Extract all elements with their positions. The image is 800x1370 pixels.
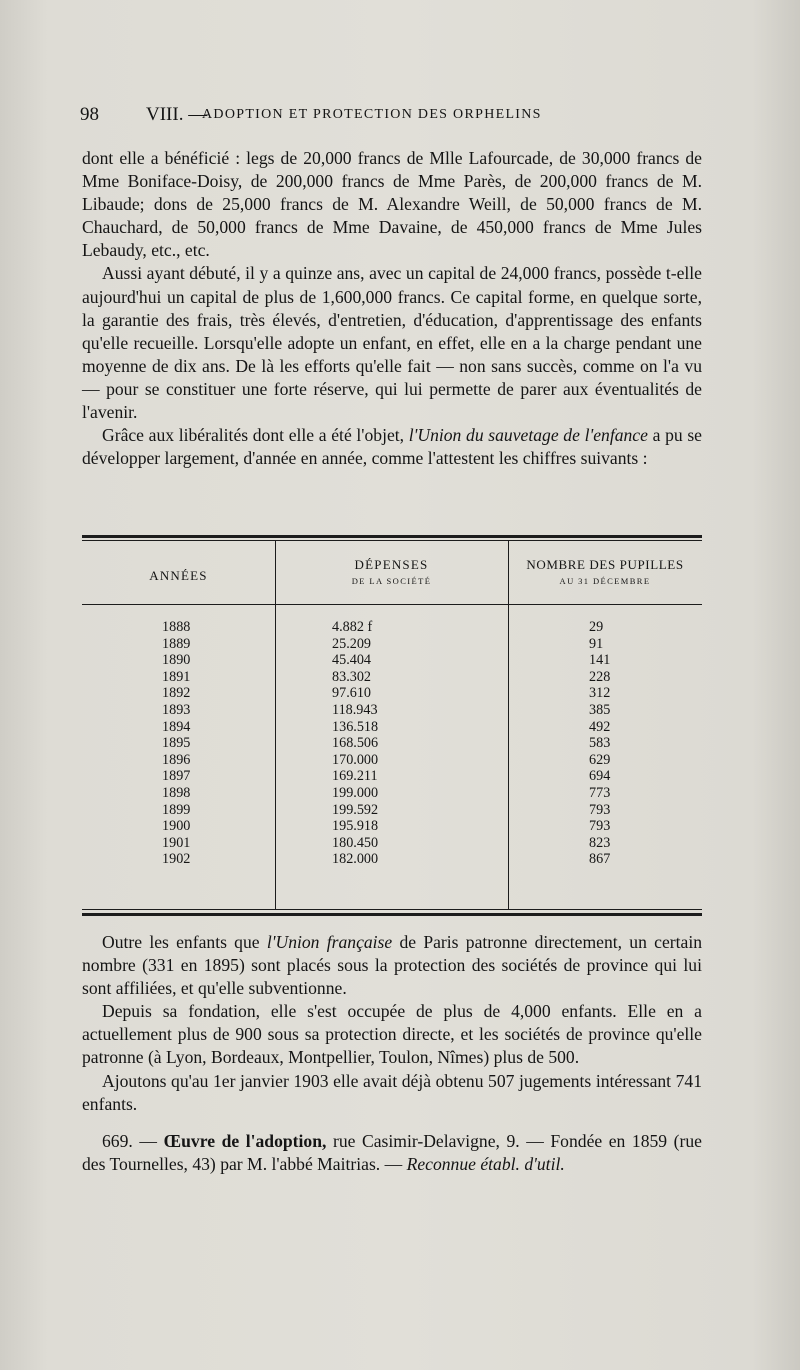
intro-text-before: Grâce aux libéralités dont elle a été l'objet, — [102, 425, 409, 446]
pupils-cell: 312 — [589, 685, 611, 702]
pupils-cell: 91 — [589, 635, 604, 652]
expense-cell: 45.404 — [332, 652, 372, 669]
pupils-cell: 492 — [589, 718, 611, 735]
running-header — [80, 104, 704, 130]
year-cell: 1888 — [162, 619, 191, 635]
pupils-cell: 793 — [589, 818, 611, 835]
year-cell: 1889 — [162, 635, 191, 652]
pupils-column — [589, 619, 610, 868]
entry-text: rue Casimir-Delavigne, 9. — Fondée en 1859 (rue des Tournelles, 43) par M. l'abbé Maitrias. — — [82, 1130, 702, 1174]
paragraph-judgments: Ajoutons qu'au 1er janvier 1903 elle avait déjà obtenu 507 jugements intéressant 741 enfants. — [82, 1070, 702, 1114]
year-cell: 1901 — [162, 834, 191, 851]
expense-cell: 4.882 f — [332, 619, 373, 635]
pupils-cell: 629 — [589, 751, 611, 768]
pupils-cell: 867 — [589, 851, 611, 868]
year-cell: 1900 — [162, 818, 191, 835]
table-bottom-rule — [82, 913, 702, 916]
pupils-cell: 385 — [589, 701, 611, 718]
running-title: ADOPTION ET PROTECTION DES ORPHELINS — [202, 107, 542, 122]
paragraph-bequests: dont elle a bénéficié : legs de 20,000 francs de Mlle Lafourcade, de 30,000 francs de Mme Boniface-Doisy, de 200,000 francs de Mme Parès, de 200,000 francs de M. Libaude; dons de 25,000 francs de M. Alexandre Weill, de 50,000 francs de M. Chauchard, de 50,000 francs de Mme Davaine, de 450,000 francs de Mme Jules Lebaudy, etc., etc. — [82, 148, 702, 261]
body-text-upper — [82, 147, 702, 470]
header-pupils-sub: AU 31 DÉCEMBRE — [559, 576, 651, 586]
page-number: 98 — [80, 104, 99, 125]
year-cell: 1895 — [162, 735, 191, 752]
statistics-table — [82, 535, 702, 920]
expenses-column — [332, 619, 378, 868]
header-years: ANNÉES — [149, 568, 208, 583]
table-header-rule — [82, 604, 702, 605]
pupils-cell: 141 — [589, 652, 611, 669]
paragraph-capital: Aussi ayant débuté, il y a quinze ans, avec un capital de 24,000 francs, possède t-elle aujourd'hui un capital de plus de 1,600,000 francs. Ce capital forme, en quelque sorte, la garantie des frais, très élevés, d'entretien, d'éducation, d'apprentissage des enfants qu'elle recueille. Lorsqu'elle adopte un enfant, en effet, elle en a la charge pendant une moyenne de dix ans. De là les efforts qu'elle fait — non sans succès, comme on l'a vu — pour se constituer une forte réserve, qui lui permette de parer aux éventualités de l'avenir. — [82, 263, 702, 423]
union-francaise-name: l'Union française — [266, 932, 393, 952]
header-expenses: DÉPENSES DE LA SOCIÉTÉ — [275, 557, 508, 586]
expense-cell: 118.943 — [332, 701, 378, 718]
expense-cell: 169.211 — [332, 768, 378, 785]
year-cell: 1890 — [162, 652, 191, 669]
expense-cell: 182.000 — [332, 851, 379, 868]
pupils-cell: 773 — [589, 784, 611, 801]
pupils-cell: 29 — [589, 619, 604, 635]
expense-cell: 25.209 — [332, 635, 372, 652]
years-column — [162, 619, 190, 868]
paragraph-intro — [82, 424, 702, 470]
expense-cell: 83.302 — [332, 668, 372, 685]
table-column-divider — [275, 541, 276, 909]
year-cell: 1892 — [162, 685, 191, 702]
table-top-rule-thin — [82, 540, 702, 541]
table-column-divider — [508, 541, 509, 909]
year-cell: 1894 — [162, 718, 191, 735]
paragraph-since-founding: Depuis sa fondation, elle s'est occupée de plus de 4,000 enfants. Elle en a actuellement plus de 900 sous sa protection directe, et les sociétés de province qu'elle patronne (à Lyon, Bordeaux, Montpellier, Toulon, Nîmes) plus de 500. — [82, 1001, 702, 1068]
pupils-cell: 694 — [589, 768, 611, 785]
expense-cell: 168.506 — [332, 735, 379, 752]
expense-cell: 199.592 — [332, 801, 379, 818]
paragraph-union-francaise: Outre les enfants que l'Union française de Paris patronne directement, un certain nombre (331 en 1895) sont placés sous la protection des sociétés de province qui lui sont affiliées, et qu'elle subventionne. — [82, 932, 702, 999]
expense-cell: 136.518 — [332, 718, 379, 735]
expense-cell: 180.450 — [332, 834, 379, 851]
chapter-number: VIII. — — [146, 104, 208, 125]
year-cell: 1897 — [162, 768, 191, 785]
year-cell: 1896 — [162, 751, 191, 768]
table-top-rule — [82, 535, 702, 538]
body-text-lower — [82, 931, 702, 1176]
entry-recognition: Reconnue établ. d'util. — [406, 1153, 565, 1174]
expense-cell: 195.918 — [332, 818, 379, 835]
expense-cell: 170.000 — [332, 751, 379, 768]
header-expenses-sub: DE LA SOCIÉTÉ — [351, 576, 432, 586]
year-cell: 1899 — [162, 801, 191, 818]
entry-title: Œuvre de l'adoption, — [163, 1130, 327, 1151]
pupils-cell: 823 — [589, 834, 611, 851]
year-cell: 1891 — [162, 668, 191, 685]
expense-cell: 199.000 — [332, 784, 379, 801]
table-bottom-rule-thin — [82, 909, 702, 910]
year-cell: 1902 — [162, 851, 191, 868]
entry-number: 669. — — [102, 1130, 157, 1151]
pupils-cell: 583 — [589, 735, 611, 752]
entry-669 — [82, 1130, 702, 1176]
header-pupils: NOMBRE DES PUPILLES AU 31 DÉCEMBRE — [508, 557, 702, 586]
pupils-cell: 228 — [589, 668, 611, 685]
year-cell: 1893 — [162, 701, 191, 718]
intro-society-name: l'Union du sauvetage de l'enfance — [408, 425, 648, 446]
expense-cell: 97.610 — [332, 685, 372, 702]
pupils-cell: 793 — [589, 801, 611, 818]
year-cell: 1898 — [162, 784, 191, 801]
intro-text-after: a pu se développer largement, d'année en année, comme l'attestent les chiffres suivants : — [82, 425, 702, 469]
